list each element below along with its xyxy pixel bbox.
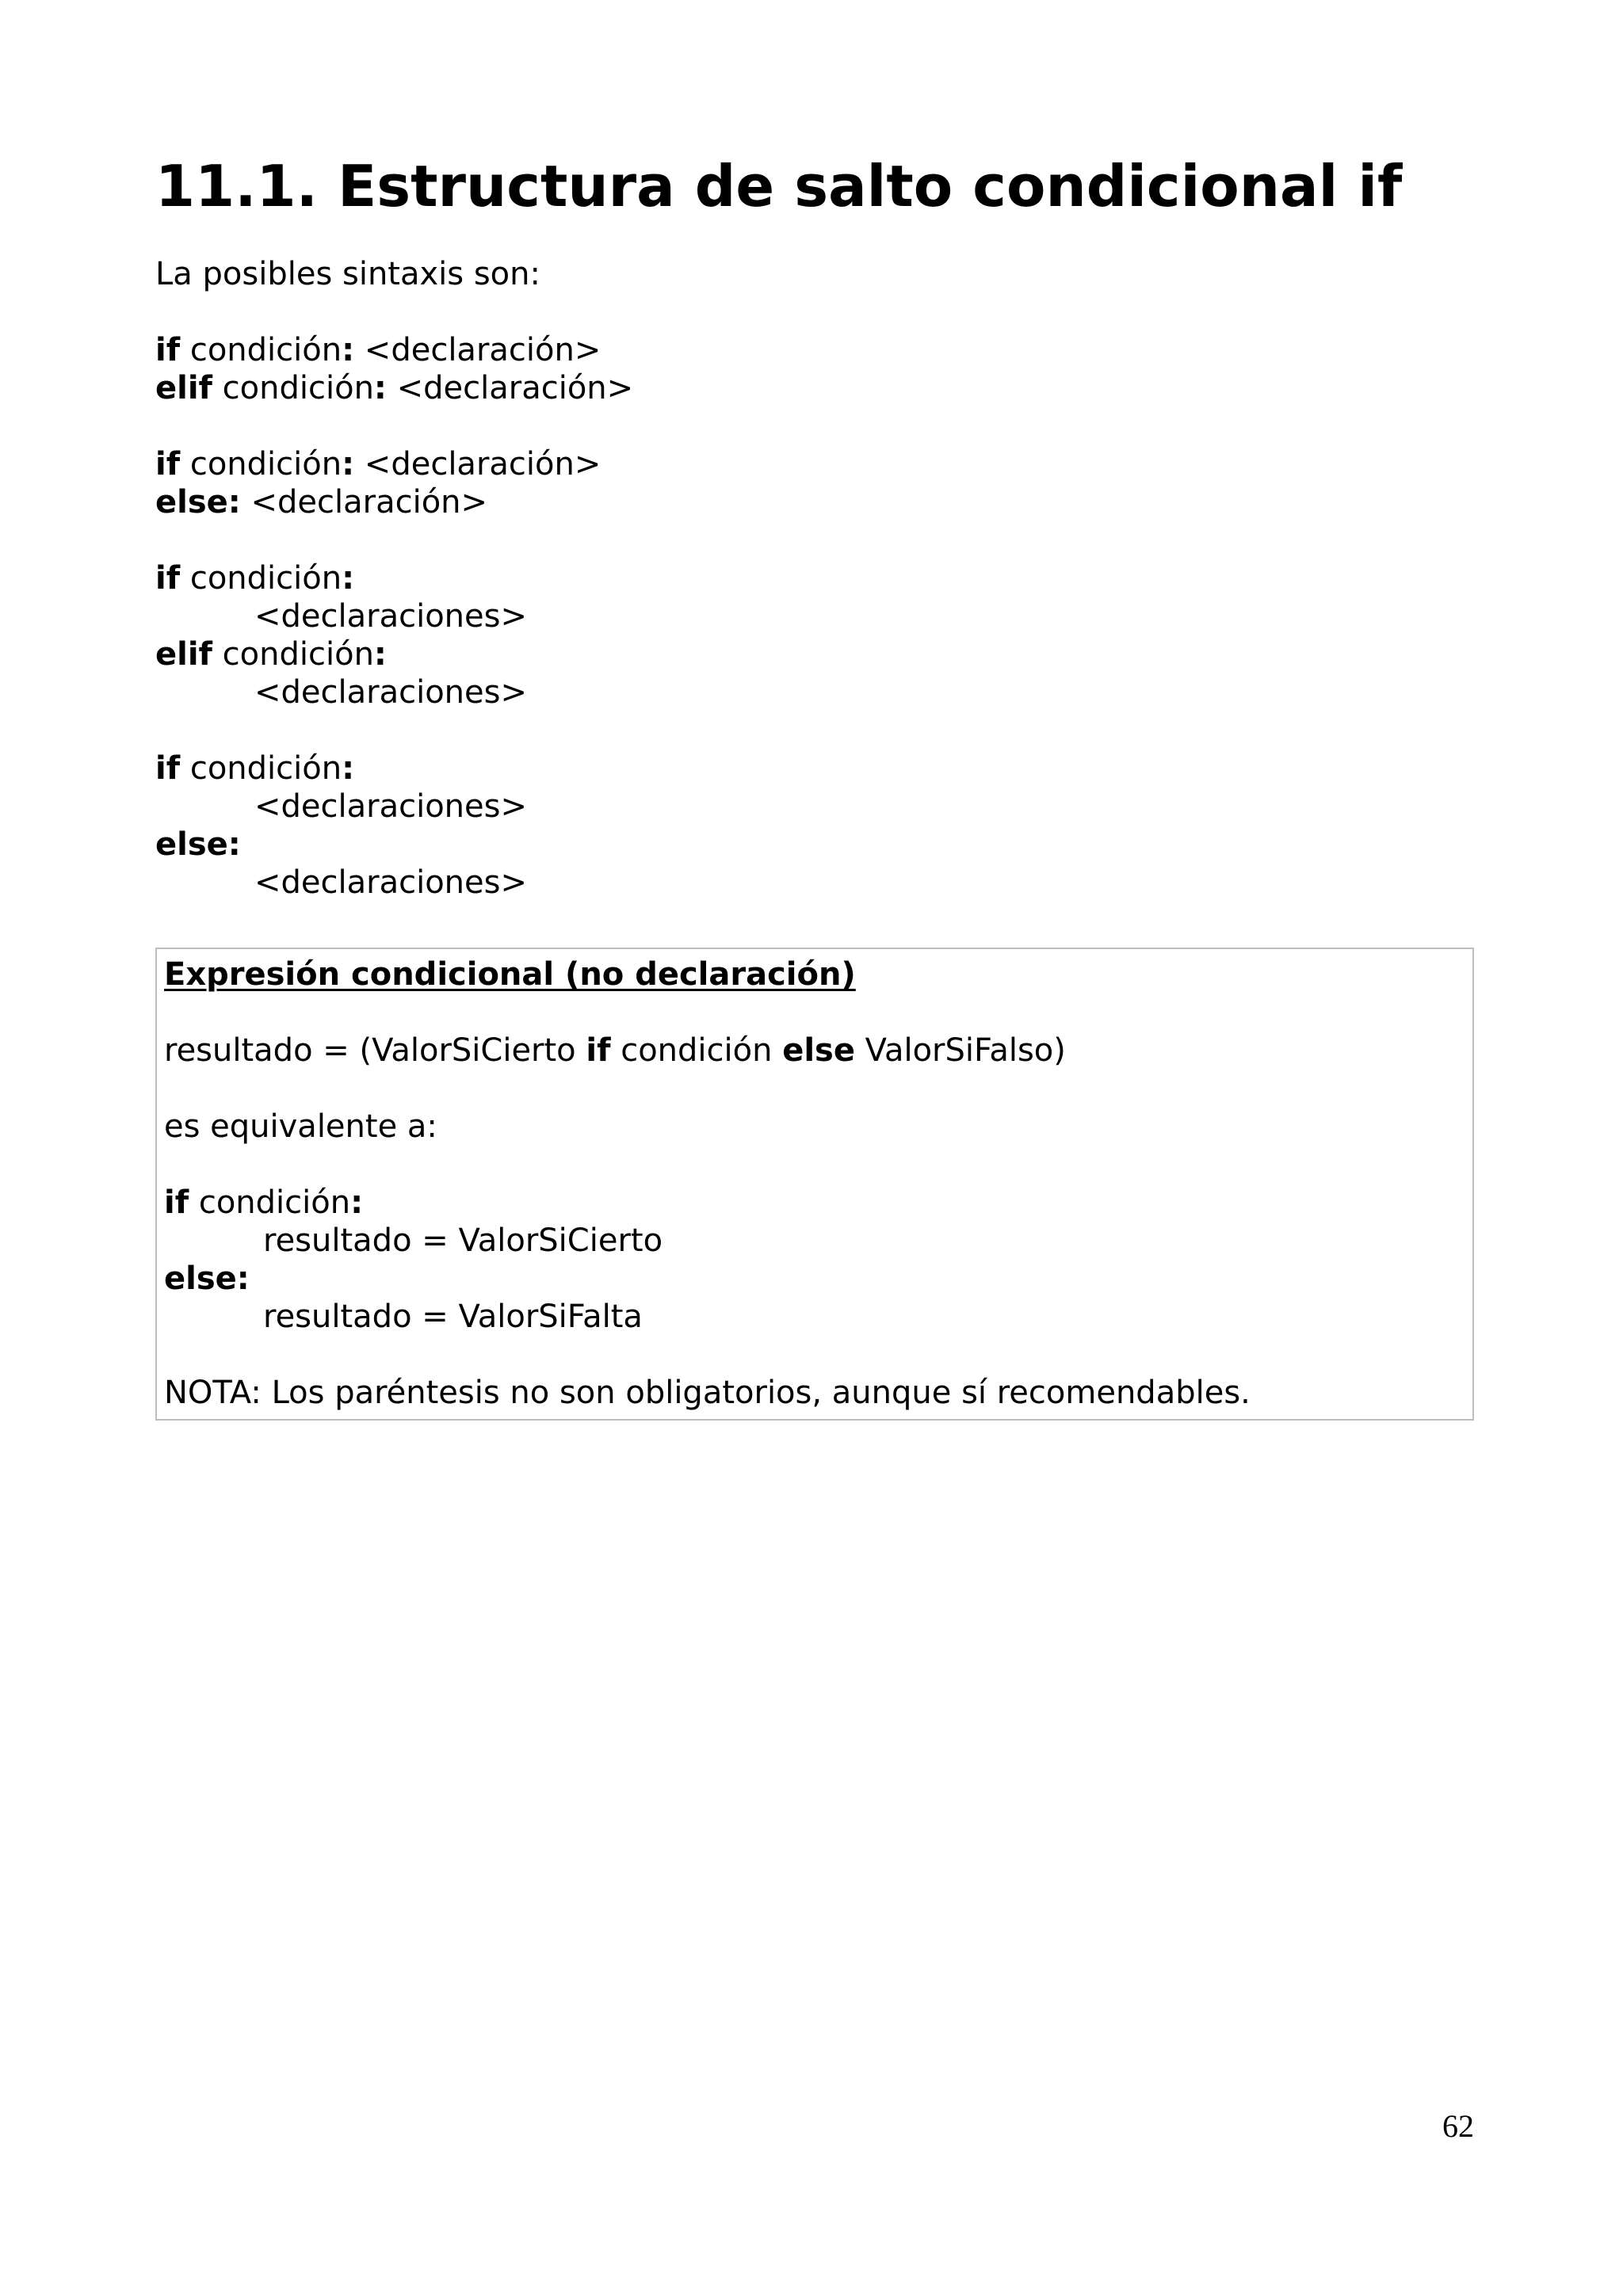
syntax-text: <declaración> — [386, 370, 634, 406]
syntax-line — [155, 369, 1487, 407]
syntax-line — [155, 826, 1487, 864]
colon: : — [342, 750, 355, 787]
expression-text: ValorSiFalso) — [854, 1032, 1066, 1069]
syntax-line — [155, 749, 1487, 788]
syntax-line — [155, 559, 1487, 597]
equivalence-text: es equivalente a: — [164, 1108, 437, 1145]
syntax-text: <declaración> — [354, 332, 601, 368]
page-number: 62 — [1442, 2108, 1474, 2144]
keyword: if — [164, 1184, 189, 1221]
keyword: else — [782, 1032, 855, 1069]
keyword: else: — [155, 484, 241, 521]
syntax-line — [155, 331, 1487, 369]
syntax-line — [155, 635, 1487, 673]
syntax-section — [155, 255, 1487, 902]
syntax-line-indented: <declaraciones> — [254, 864, 527, 901]
syntax-form-if-else-block — [155, 749, 1487, 902]
box-title: Expresión condicional (no declaración) — [164, 956, 856, 993]
keyword: if — [155, 750, 181, 787]
colon: : — [342, 332, 355, 368]
code-line-indented: resultado = ValorSiFalta — [263, 1299, 643, 1335]
conditional-expression-box — [155, 948, 1474, 1421]
intro-text: La posibles sintaxis son: — [155, 256, 540, 292]
syntax-line — [155, 445, 1487, 483]
colon: : — [342, 446, 355, 482]
keyword: elif — [155, 636, 212, 673]
expression-text: condición — [610, 1032, 783, 1069]
keyword: if — [155, 560, 181, 597]
syntax-form-if-else-inline — [155, 445, 1487, 521]
syntax-form-if-elif-inline — [155, 331, 1487, 407]
colon: : — [373, 370, 387, 406]
keyword: if — [155, 446, 181, 482]
syntax-text: condición — [180, 446, 342, 482]
keyword: elif — [155, 370, 212, 406]
keyword: else: — [155, 826, 241, 863]
syntax-text: condición — [212, 636, 374, 673]
syntax-line — [155, 483, 1487, 521]
code-line-indented: resultado = ValorSiCierto — [263, 1222, 663, 1259]
syntax-text: condición — [180, 332, 342, 368]
code-line — [164, 1260, 1251, 1298]
code-line — [164, 1184, 1251, 1222]
keyword: if — [586, 1032, 611, 1069]
code-text: condición — [189, 1184, 351, 1221]
colon: : — [342, 560, 355, 597]
colon: : — [373, 636, 387, 673]
section-heading: 11.1. Estructura de salto condicional if — [155, 153, 1403, 219]
syntax-text: condición — [180, 560, 342, 597]
syntax-text: <declaración> — [354, 446, 601, 482]
syntax-line-indented: <declaraciones> — [254, 674, 527, 711]
syntax-text: condición — [212, 370, 374, 406]
syntax-line-indented: <declaraciones> — [254, 788, 527, 825]
syntax-line-indented: <declaraciones> — [254, 598, 527, 635]
box-content — [164, 955, 1251, 1412]
syntax-text: condición — [180, 750, 342, 787]
syntax-text: <declaración> — [240, 484, 488, 521]
expression-text: resultado = (ValorSiCierto — [164, 1032, 586, 1069]
colon: : — [350, 1184, 364, 1221]
keyword: else: — [164, 1261, 250, 1297]
keyword: if — [155, 332, 181, 368]
expression-line — [164, 1032, 1251, 1070]
note-text: NOTA: Los paréntesis no son obligatorios, aunque sí recomendables. — [164, 1375, 1251, 1411]
syntax-form-if-elif-block — [155, 559, 1487, 711]
